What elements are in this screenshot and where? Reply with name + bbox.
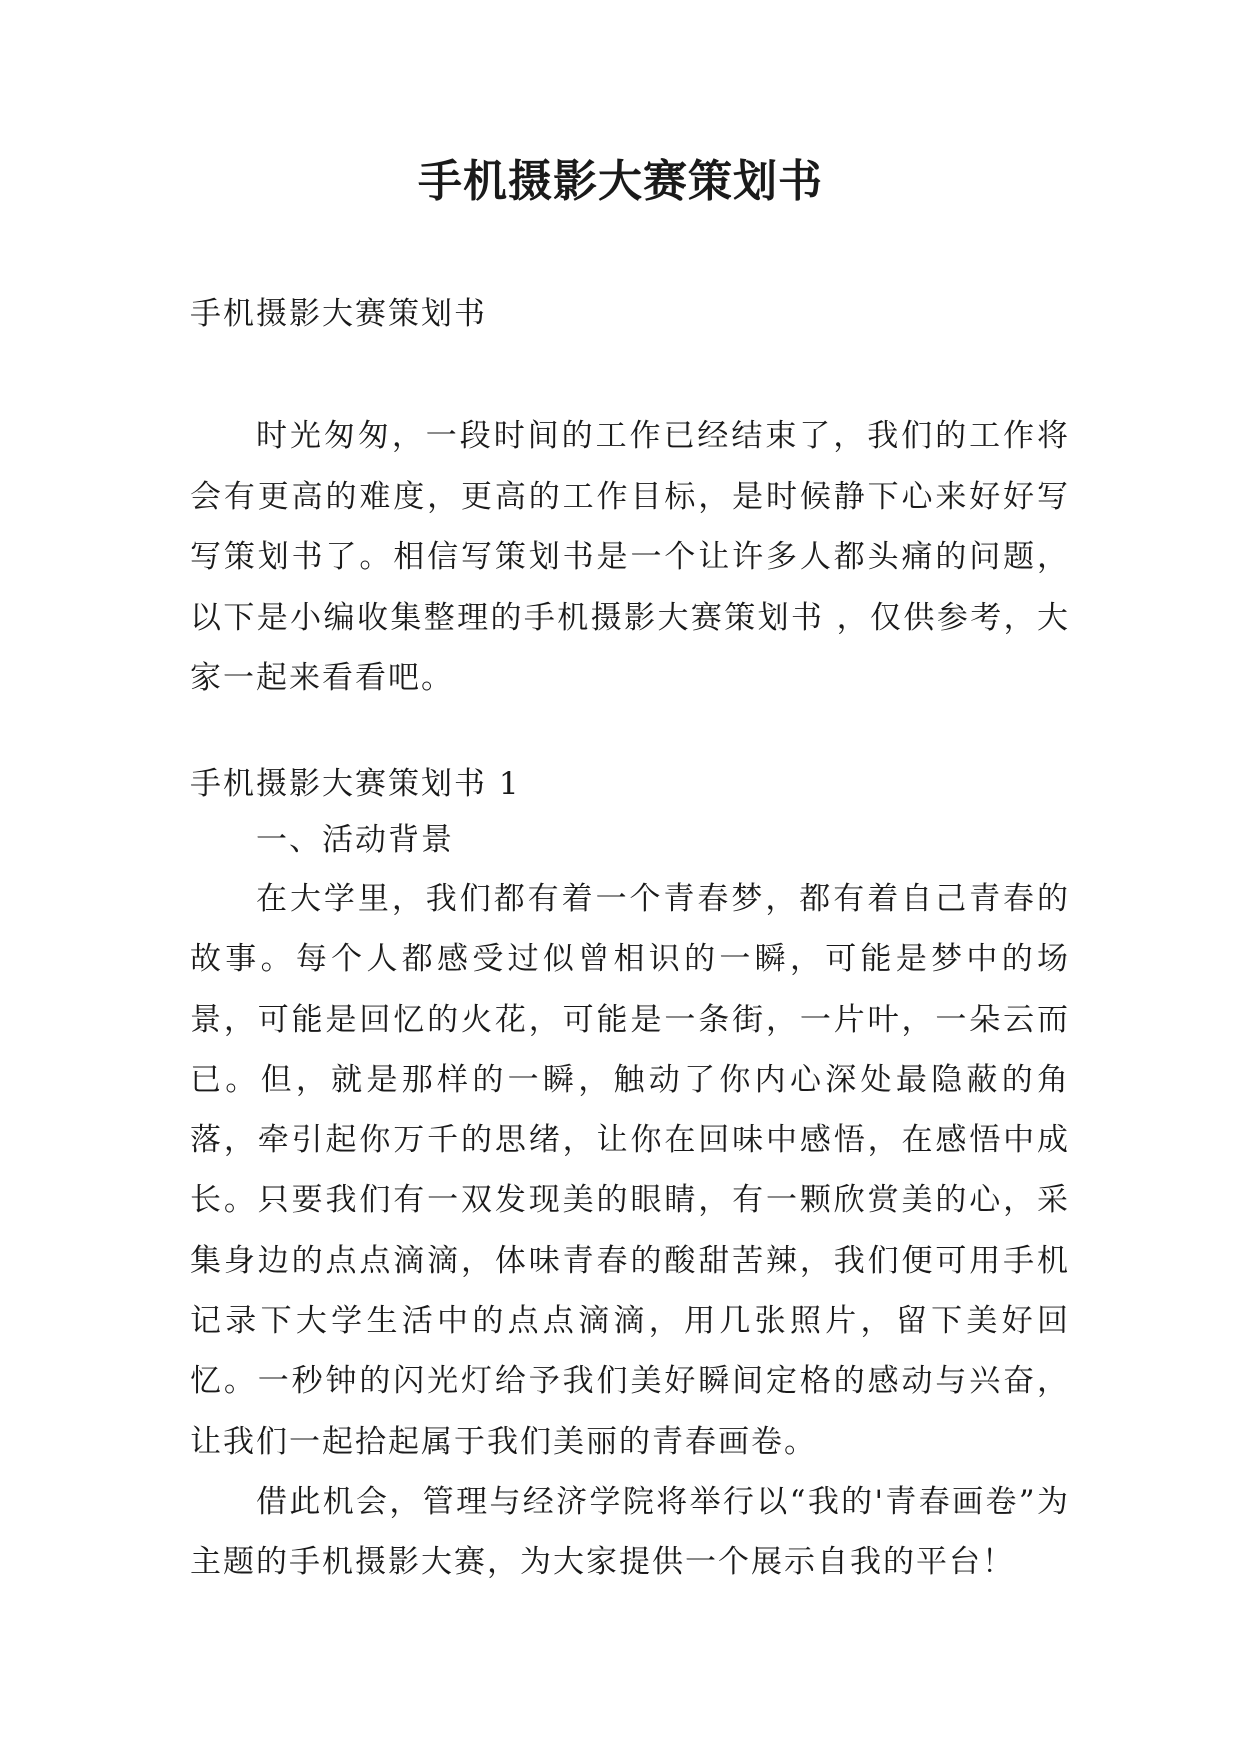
section-heading: 一、活动背景 bbox=[256, 822, 454, 858]
section-title: 手机摄影大赛策划书 1 bbox=[190, 766, 521, 802]
body-paragraph: 借此机会，管理与经济学院将举行以“我的'青春画卷”为主题的手机摄影大赛，为大家提供一个展示自我的平台！ bbox=[190, 1483, 1070, 1581]
intro-paragraph: 时光匆匆，一段时间的工作已经结束了，我们的工作将会有更高的难度，更高的工作目标，是时候静下心来好好写写策划书了。相信写策划书是一个让许多人都头痛的问题，以下是小编收集整理的手机摄影大赛策划书 ，仅供参考，大家一起来看看吧。 bbox=[190, 418, 1070, 696]
document-title: 手机摄影大赛策划书 bbox=[418, 156, 823, 207]
body-paragraph: 在大学里，我们都有着一个青春梦，都有着自己青春的故事。每个人都感受过似曾相识的一瞬，可能是梦中的场景，可能是回忆的火花，可能是一条街，一片叶，一朵云而已。但，就是那样的一瞬，触动了你内心深处最隐蔽的角落，牵引起你万千的思绪，让你在回味中感悟，在感悟中成长。只要我们有一双发现美的眼睛，有一颗欣赏美的心，采集身边的点点滴滴，体味青春的酸甜苦辣，我们便可用手机记录下大学生活中的点点滴滴，用几张照片，留下美好回忆。一秒钟的闪光灯给予我们美好瞬间定格的感动与兴奋，让我们一起拾起属于我们美丽的青春画卷。 bbox=[190, 881, 1070, 1460]
section-body bbox=[190, 869, 1070, 1593]
document-subtitle: 手机摄影大赛策划书 bbox=[190, 296, 487, 332]
